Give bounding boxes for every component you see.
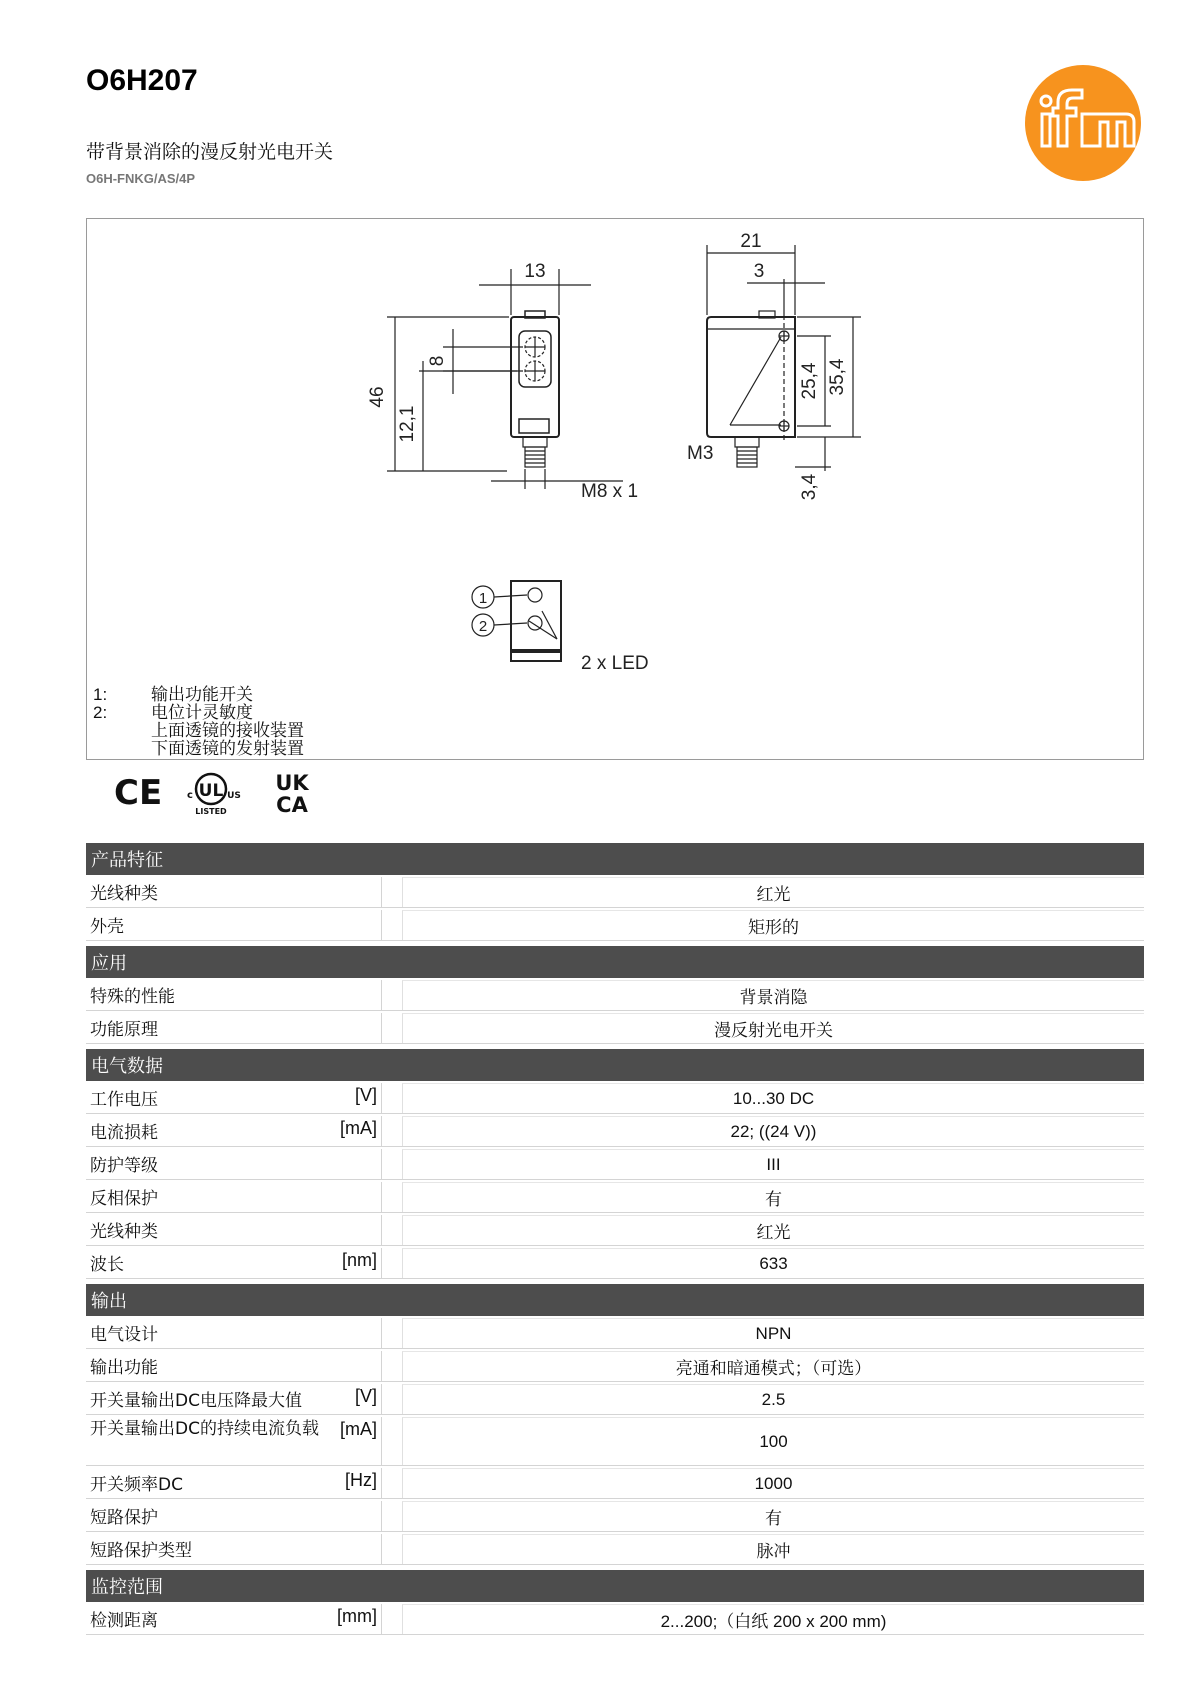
row-unit: [nm] [341,1250,377,1270]
dim-3: 3 [753,261,765,282]
row-label-cell [86,1083,382,1113]
row-label-cell [86,1149,382,1179]
row-label-cell [86,1248,382,1278]
row-label-cell [86,1182,382,1212]
row-label: 开关量输出DC电压降最大值 [90,1391,302,1411]
row-value: 633 [402,1248,1144,1278]
table-row [86,1417,1144,1466]
row-gap [382,910,402,940]
legend-item [93,704,304,722]
row-label-cell [86,1468,382,1498]
spec-table [86,843,1144,1635]
table-row [86,910,1144,941]
row-gap [382,1083,402,1113]
row-value: 矩形的 [402,910,1144,940]
row-gap [382,1182,402,1212]
row-label: 输出功能 [90,1358,158,1378]
row-label-cell [86,1384,382,1414]
table-row [86,1083,1144,1114]
row-value: 2.5 [402,1384,1144,1414]
legend-text: 下面透镜的发射装置 [151,739,304,759]
section-header: 产品特征 [86,843,1144,875]
dim-35-4: 35,4 [827,358,848,396]
ul-mark: UL [198,781,224,801]
row-value: 漫反射光电开关 [402,1013,1144,1043]
section-header: 电气数据 [86,1049,1144,1081]
row-gap [382,877,402,907]
table-row [86,1182,1144,1213]
row-label-cell [86,1318,382,1348]
legend-key [93,722,151,740]
row-gap [382,1501,402,1531]
dim-13: 13 [524,261,546,282]
row-gap [382,1604,402,1634]
row-unit: [mA] [339,1419,377,1439]
row-label: 外壳 [90,917,124,937]
dim-25-4: 25,4 [799,362,820,400]
row-label: 功能原理 [90,1020,158,1040]
row-label: 开关频率DC [90,1475,183,1495]
row-gap [382,1318,402,1348]
legend-item [93,722,304,740]
table-row [86,1318,1144,1349]
row-label-cell [86,1013,382,1043]
row-label: 反相保护 [90,1189,158,1209]
row-label-cell [86,877,382,907]
row-label: 防护等级 [90,1156,158,1176]
callout-2: 2 [478,618,488,635]
row-gap [382,1417,402,1465]
legend-item [93,686,304,704]
row-label: 短路保护类型 [90,1541,192,1561]
row-value: 红光 [402,877,1144,907]
row-value: 10...30 DC [402,1083,1144,1113]
drawing-legend [93,686,304,758]
dim-8: 8 [427,355,448,367]
ukca-top: UK [275,771,309,795]
row-gap [382,1013,402,1043]
table-row [86,1013,1144,1044]
table-row [86,980,1144,1011]
ul-listed: LISTED [195,807,227,816]
legend-text: 上面透镜的接收装置 [151,721,304,741]
row-label: 光线种类 [90,884,158,904]
dim-46: 46 [367,386,388,408]
row-unit: [mm] [337,1606,377,1626]
row-label-cell [86,1417,382,1465]
ukca-bottom: CA [276,793,308,816]
dim-thread: M8 x 1 [581,481,639,502]
ul-us: US [227,791,241,801]
row-label-cell [86,1215,382,1245]
callout-1: 1 [478,590,488,607]
row-value: 背景消隐 [402,980,1144,1010]
section-header: 应用 [86,946,1144,978]
product-code: O6H-FNKG/AS/4P [86,171,196,186]
table-row [86,1604,1144,1635]
row-value: NPN [402,1318,1144,1348]
table-row [86,877,1144,908]
row-label: 检测距离 [90,1611,158,1631]
row-gap [382,1116,402,1146]
table-row [86,1215,1144,1246]
row-label: 开关量输出DC的持续电流负载 [90,1419,319,1439]
row-value: 1000 [402,1468,1144,1498]
legend-key: 1: [93,685,108,704]
row-gap [382,1351,402,1381]
row-label-cell [86,1534,382,1564]
row-label: 短路保护 [90,1508,158,1528]
ifm-logo [1024,64,1142,182]
row-label-cell [86,1501,382,1531]
dim-12-1: 12,1 [397,405,418,443]
table-row [86,1501,1144,1532]
table-row [86,1384,1144,1415]
dim-3-4: 3,4 [799,473,820,501]
row-value: 22; ((24 V)) [402,1116,1144,1146]
row-label-cell [86,980,382,1010]
row-gap [382,1248,402,1278]
row-unit: [V] [354,1085,377,1105]
screw-label: M3 [687,443,714,464]
row-value: 有 [402,1501,1144,1531]
section-header: 监控范围 [86,1570,1144,1602]
row-gap [382,1534,402,1564]
row-value: 100 [402,1417,1144,1465]
row-value: 亮通和暗通模式；（可选） [402,1351,1144,1381]
legend-key: 2: [93,703,108,722]
row-label: 电流损耗 [90,1123,158,1143]
legend-text: 电位计灵敏度 [151,703,253,723]
row-label: 工作电压 [90,1090,158,1110]
row-gap [382,1215,402,1245]
row-label: 光线种类 [90,1222,158,1242]
row-label-cell [86,1604,382,1634]
product-title: O6H207 [86,64,198,97]
table-row [86,1149,1144,1180]
legend-key [93,740,151,758]
row-value: 2...200;（白纸 200 x 200 mm) [402,1604,1144,1634]
row-gap [382,1468,402,1498]
row-value: 有 [402,1182,1144,1212]
table-row [86,1248,1144,1279]
row-unit: [Hz] [344,1470,377,1490]
row-unit: [mA] [339,1118,377,1138]
row-label: 波长 [90,1255,124,1275]
row-label-cell [86,1116,382,1146]
row-label-cell [86,1351,382,1381]
ul-c: c [187,790,193,801]
row-value: III [402,1149,1144,1179]
table-row [86,1468,1144,1499]
drawing-svg [87,219,1145,761]
row-gap [382,980,402,1010]
ce-mark: CE [114,773,163,813]
table-row [86,1534,1144,1565]
dim-21: 21 [740,231,762,252]
dimension-drawing [86,218,1144,760]
table-row [86,1116,1144,1147]
row-value: 红光 [402,1215,1144,1245]
section-header: 输出 [86,1284,1144,1316]
certification-marks [100,766,330,816]
legend-item [93,740,304,758]
row-gap [382,1149,402,1179]
led-label: 2 x LED [581,653,649,674]
table-row [86,1351,1144,1382]
row-label-cell [86,910,382,940]
row-gap [382,1384,402,1414]
row-label: 电气设计 [90,1325,158,1345]
legend-text: 输出功能开关 [151,685,253,705]
row-label: 特殊的性能 [90,987,175,1007]
row-unit: [V] [354,1386,377,1406]
product-subtitle: 带背景消除的漫反射光电开关 [86,141,334,163]
row-value: 脉冲 [402,1534,1144,1564]
